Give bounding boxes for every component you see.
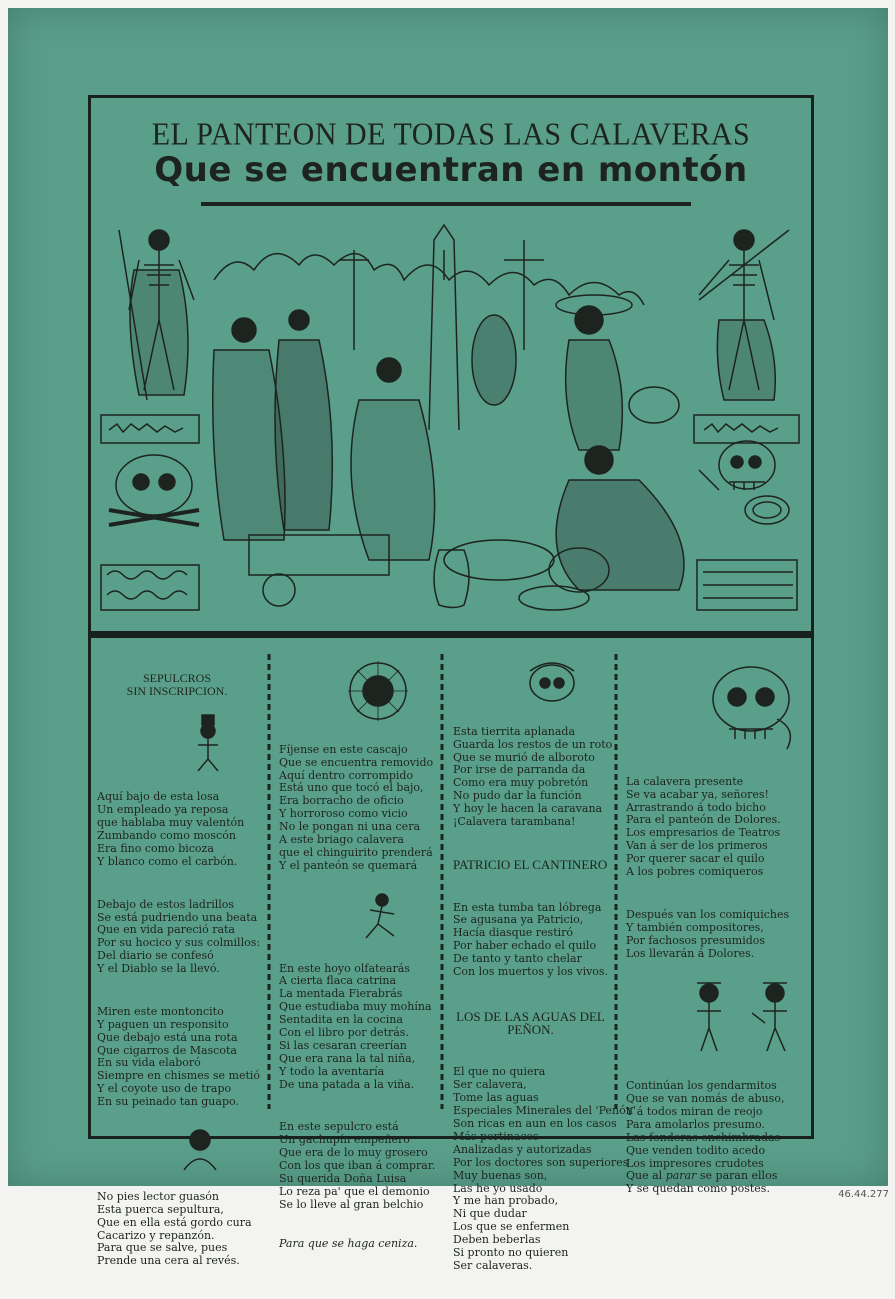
gendarme-skeletons-icon [647, 973, 827, 1063]
col3-stanza-3: El que no quiera Ser calavera, Tome las aguas Especiales Minerales del 'Peñón' Son ricas en aun en los casos Más pertinaces Analizadas y autorizadas Por los doctores son superiores Muy buenas son, Las he yo usado Y me han probado, Ni que dudar Los que se enfermen Deben beberlas Si pronto no quieren Ser calaveras. [453, 1065, 636, 1272]
col3-heading-1: PATRICIO EL CANTINERO [453, 856, 608, 872]
left-skull-crossbones [109, 455, 199, 525]
col1-heading: SEPULCROS SIN INSCRIPCION. [126, 670, 228, 698]
col3-stanza-1: Esta tierrita aplanada Guarda los restos de un roto Que se murió de alboroto Por irse de parranda da Como era muy pobretón No pudo dar la función Y hoy le hacen la caravana ¡Calavera tarambana! [453, 724, 613, 829]
skull-with-hat-icon [474, 659, 629, 709]
col4-stanza-3: Continúan los gendarmitos Que se van nomás de abuso, Y á todos miran de reojo Para amolarlos presumo. Las fonderas enchimbradas Que venden todito acedo Los impresores crudotes Que al parar se paran ellos Y se quedan como postes. [626, 1079, 785, 1196]
text-column-4 [626, 646, 806, 1222]
col2-stanza-2: En este hoyo olfatearás A cierta flaca catrina La mentada Fierabrás Que estudiaba muy mohína Sentadita en la cocina Con el libro por detrás. Si las cesaran creerían Que era rana la tal niña, Y todo la aventaría De una patada a la viña. [279, 961, 432, 1091]
text-column-3 [453, 646, 636, 1299]
right-skeleton-figure [699, 230, 789, 400]
title-line-2: Que se encuentran en montón [154, 150, 748, 190]
col1-stanza-4: No pies lector guasón Esta puerca sepultura, Que en ella está gordo cura Cacarizo y repanzón. Para que se salve, pues Prende una cera al revés. [97, 1189, 252, 1268]
cemetery-engraving [99, 220, 801, 630]
central-cemetery-scene [213, 225, 684, 610]
large-skull-icon [647, 659, 827, 759]
col2-stanza-3: En este sepulcro está Un gachupín empeñero Que era de lo muy grosero Con los que iban á comprar. Su querida Doña Luisa Lo reza pa' que el demonio Se lo lleve al gran belchio [279, 1120, 436, 1211]
page-frame [88, 95, 814, 1272]
col1-stanza-2: Debajo de estos ladrillos Se está pudriendo una beata Que en vida pareció rata Por su hocico y sus colmillos: Del diario se confesó Y el Diablo se la llevó. [97, 897, 261, 976]
col2-stanza-1: Fíjense en este cascajo Que se encuentra removido Aquí dentro corrompido Está uno que tocó el bajo, Era borracho de oficio Y horroroso como vicio No le pongan ni una cera A este briago calavera que el chinguirito prenderá Y el panteón se quemará [279, 742, 434, 872]
col4-stanza-1: La calavera presente Se va acabar ya, señores! Arrastrando á todo bicho Para el panteón de Dolores. Los empresarios de Teatros Van á ser de los primeros Por querer sacar el quilo A los pobres comiqueros [626, 774, 781, 879]
section-divider [91, 631, 811, 638]
title-line-1: EL PANTEON DE TODAS LAS CALAVERAS [151, 117, 751, 152]
left-skeleton-figure [119, 230, 194, 400]
text-column-1 [97, 646, 261, 1294]
skeleton-bust-icon [118, 1122, 278, 1174]
col2-stanza-3-last: Para que se haga ceniza. [279, 1236, 418, 1250]
title-rule [201, 202, 691, 206]
ornament-column-3 [611, 654, 621, 1109]
right-skull-coil [699, 441, 789, 524]
running-skeleton-icon [300, 886, 455, 946]
col1-stanza-1: Aquí bajo de esta losa Un empleado ya reposa que hablaba muy valentón Zumbando como moscón Era fino como bicoza Y blanco como el carbón. [97, 790, 245, 868]
col3-stanza-2: En esta tumba tan lóbrega Se agusana ya Patricio, Hacía diasque restiró Por haber echado el quilo De tanto y tanto chelar Con los muertos y los vivos. [453, 900, 609, 979]
col1-stanza-3: Miren este montoncito Y paguen un responsito Que debajo está una rota Que cigarros de Mascota En su vida elaboró Siempre en chismes se metió Y el coyote uso de trapo En su peinado tan guapo. [97, 1004, 261, 1109]
walking-skeleton-top-hat-icon [118, 711, 278, 775]
catalog-number: 46.44.277 [838, 1189, 889, 1200]
text-column-2 [279, 646, 434, 1276]
col4-stanza-2: Después van los comiquiches Y también compositores, Por fachosos presumidos Los llevarán á Dolores. [626, 907, 790, 960]
skull-sunburst-icon [300, 659, 455, 727]
col3-heading-2: LOS DE LAS AGUAS DEL PEÑON. [456, 1008, 605, 1037]
